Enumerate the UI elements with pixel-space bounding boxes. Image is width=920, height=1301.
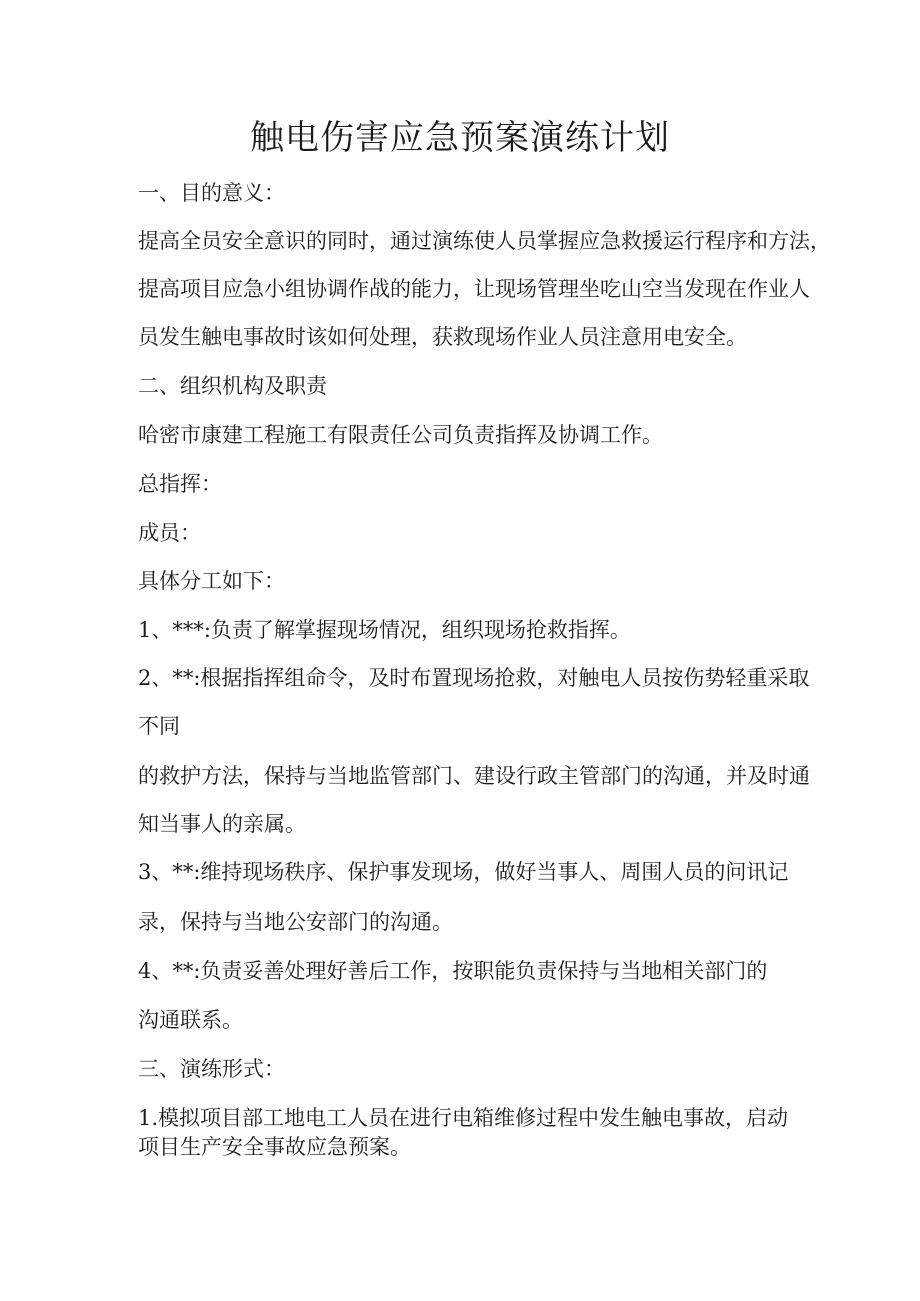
paragraph-line: 沟通联系。 [138, 1008, 243, 1032]
paragraph-line: 提高项目应急小组协调作战的能力，让现场管理坐吃山空当发现在作业人 [138, 277, 810, 301]
division-heading: 具体分工如下： [138, 569, 285, 593]
duty-item-3: 3、**:维持现场秩序、保护事发现场，做好当事人、周围人员的问讯记 [138, 860, 789, 884]
paragraph-line: 录，保持与当地公安部门的沟通。 [138, 910, 453, 934]
section-heading-drill-form: 三、演练形式： [138, 1057, 285, 1081]
duty-item-4: 4、**:负责妥善处理好善后工作，按职能负责保持与当地相关部门的 [138, 959, 768, 983]
paragraph-line: 提高全员安全意识的同时，通过演练使人员掌握应急救援运行程序和方法， [138, 229, 831, 253]
paragraph-line: 知当事人的亲属。 [138, 812, 306, 836]
paragraph-line: 的救护方法，保持与当地监管部门、建设行政主管部门的沟通，并及时通 [138, 764, 810, 788]
members-label: 成员： [138, 521, 201, 545]
paragraph-line: 哈密市康建工程施工有限责任公司负责指挥及协调工作。 [138, 423, 663, 447]
commander-label: 总指挥： [138, 472, 222, 496]
section-heading-organization: 二、组织机构及职责 [138, 374, 327, 398]
paragraph-line: 不同 [138, 714, 180, 738]
duty-item-1: 1、***:负责了解掌握现场情况，组织现场抢救指挥。 [138, 618, 631, 642]
drill-form-item-1: 1.模拟项目部工地电工人员在进行电箱维修过程中发生触电事故，启动项目生产安全事故应急预案。 [138, 1106, 789, 1159]
section-heading-purpose: 一、目的意义： [138, 181, 285, 205]
document-title: 触电伤害应急预案演练计划 [250, 118, 670, 158]
duty-item-2: 2、**:根据指挥组命令，及时布置现场抢救，对触电人员按伤势轻重采取 [138, 666, 810, 690]
paragraph-line: 员发生触电事故时该如何处理，获救现场作业人员注意用电安全。 [138, 325, 747, 349]
